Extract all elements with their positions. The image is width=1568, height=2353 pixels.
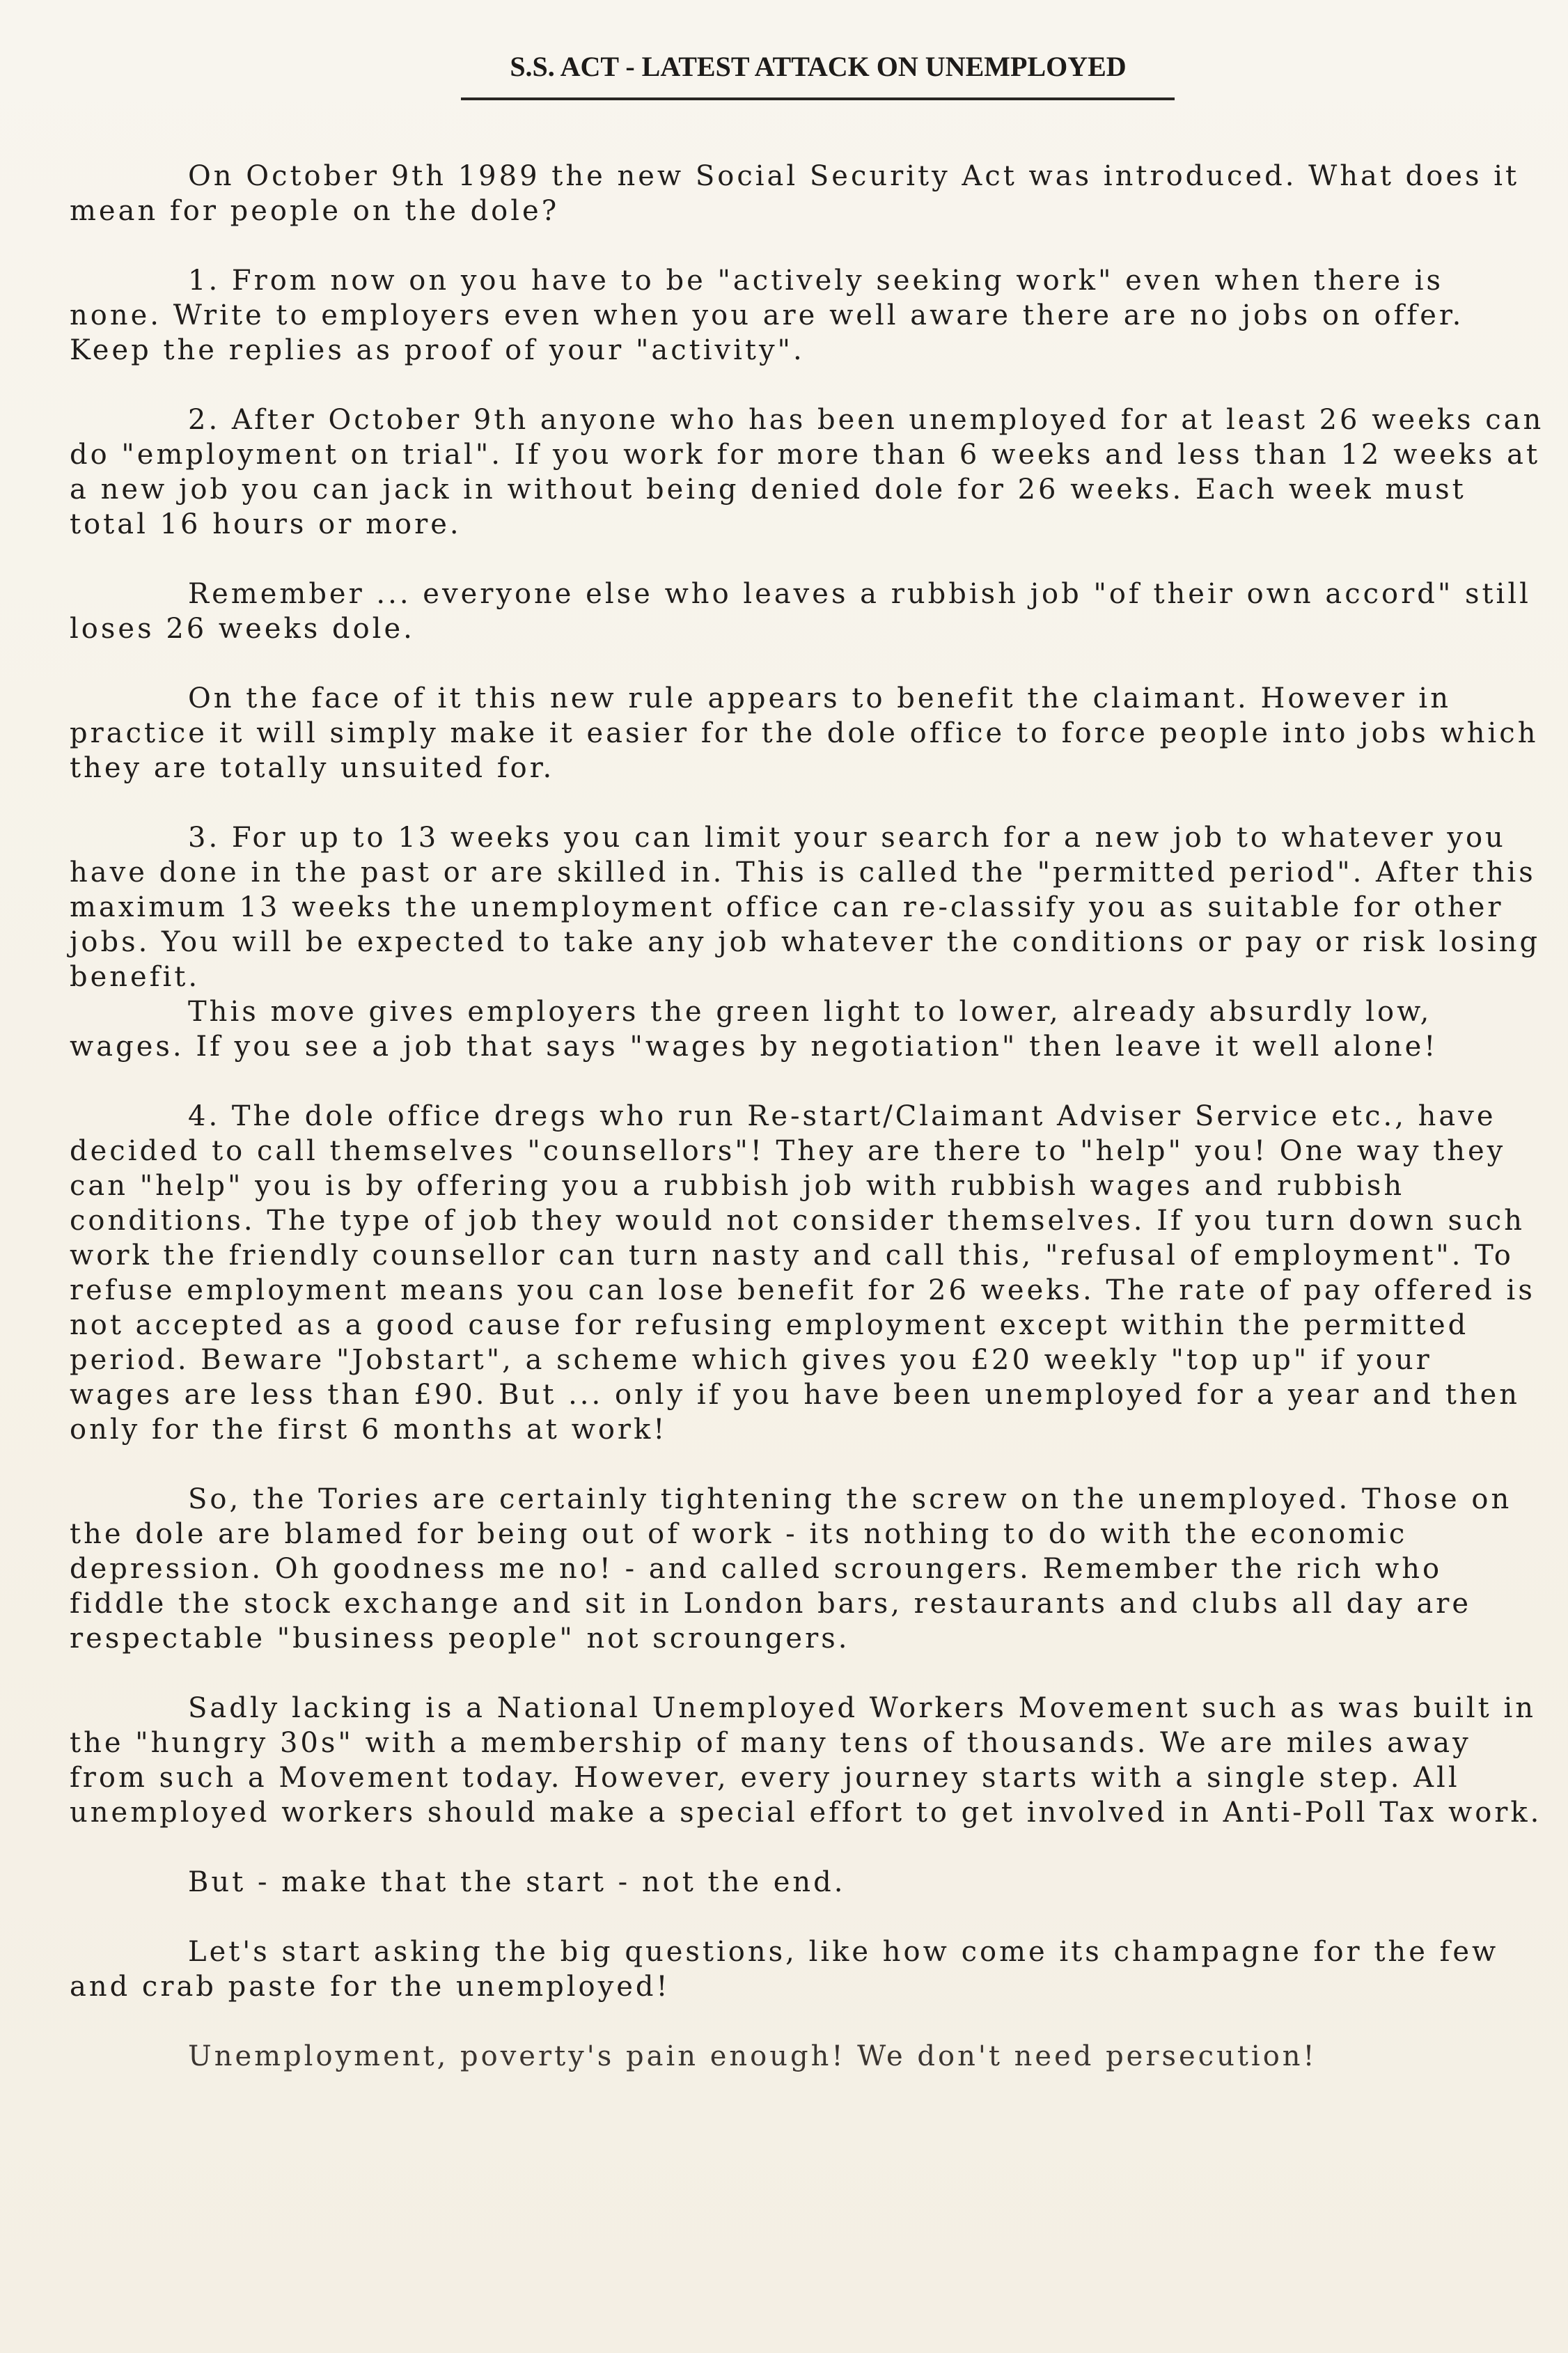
start-not-end-paragraph: But - make that the start - not the end. [188,1866,846,1898]
point-2-paragraph: 2. After October 9th anyone who has been unemployed for at least 26 weeks can do "employment on trial". If you work for more than 6 weeks and less than 12 weeks at a new job you can jack in without being denied dole for 26 weeks. Each week must total 16 hours or more. [70,404,1544,540]
remember-paragraph: Remember ... everyone else who leaves a rubbish job "of their own accord" still loses 26 weeks dole. [70,578,1531,645]
point-3-paragraph: 3. For up to 13 weeks you can limit your search for a new job to whatever you have done in the past or are skilled in. This is called the "permitted period". After this maximum 13 weeks the unemployment office can re-classify you as suitable for other jobs. You will be expected to take any job whatever the conditions or pay or risk losing benefit. [70,822,1541,993]
big-questions-paragraph: Let's start asking the big questions, like how come its champagne for the few and crab paste for the unemployed! [70,1936,1499,2003]
employers-green-light-paragraph: This move gives employers the green light to lower, already absurdly low, wages. If you see a job that says "wages by negotiation" then leave it well alone! [70,996,1438,1063]
nuwm-paragraph: Sadly lacking is a National Unemployed Workers Movement such as was built in the "hungry 30s" with a membership of many tens of thousands. We are miles away from such a Movement today. However, every journey starts with a single step. All unemployed workers should make a special effort to get involved in Anti-Poll Tax work. [70,1692,1542,1829]
document-body [70,159,1546,2109]
point-1-paragraph: 1. From now on you have to be "actively seeking work" even when there is none. Write to employers even when you are well aware there are no jobs on offer. Keep the replies as proof of your "activity". [70,265,1464,366]
tories-paragraph: So, the Tories are certainly tightening the screw on the unemployed. Those on the dole are blamed for being out of work - its nothing to do with the economic depression. Oh goodness me no! - and called scroungers. Remember the rich who fiddle the stock exchange and sit in London bars, restaurants and clubs all day are respectable "business people" not scroungers. [70,1483,1512,1655]
title-underline [461,97,1175,100]
intro-paragraph: On October 9th 1989 the new Social Security Act was introduced. What does it mean for people on the dole? [70,160,1520,227]
closing-slogan: Unemployment, poverty's pain enough! We don't need persecution! [188,2040,1317,2072]
point-4-paragraph: 4. The dole office dregs who run Re-start/Claimant Adviser Service etc., have decided to call themselves "counsellors"! They are there to "help" you! One way they can "help" you is by offering you a rubbish job with rubbish wages and rubbish conditions. The type of job they would not consider themselves. If you turn down such work the friendly counsellor can turn nasty and call this, "refusal of employment". To refuse employment means you can lose benefit for 26 weeks. The rate of pay offered is not accepted as a good cause for refusing employment except within the permitted period. Beware "Jobstart", a scheme which gives you £20 weekly "top up" if your wages are less than £90. But ... only if you have been unemployed for a year and then only for the first 6 months at work! [70,1100,1535,1446]
face-of-it-paragraph: On the face of it this new rule appears to benefit the claimant. However in practice it will simply make it easier for the dole office to force people into jobs which they are totally unsuited for. [70,682,1539,784]
document-title: S.S. ACT - LATEST ATTACK ON UNEMPLOYED [510,51,1127,82]
